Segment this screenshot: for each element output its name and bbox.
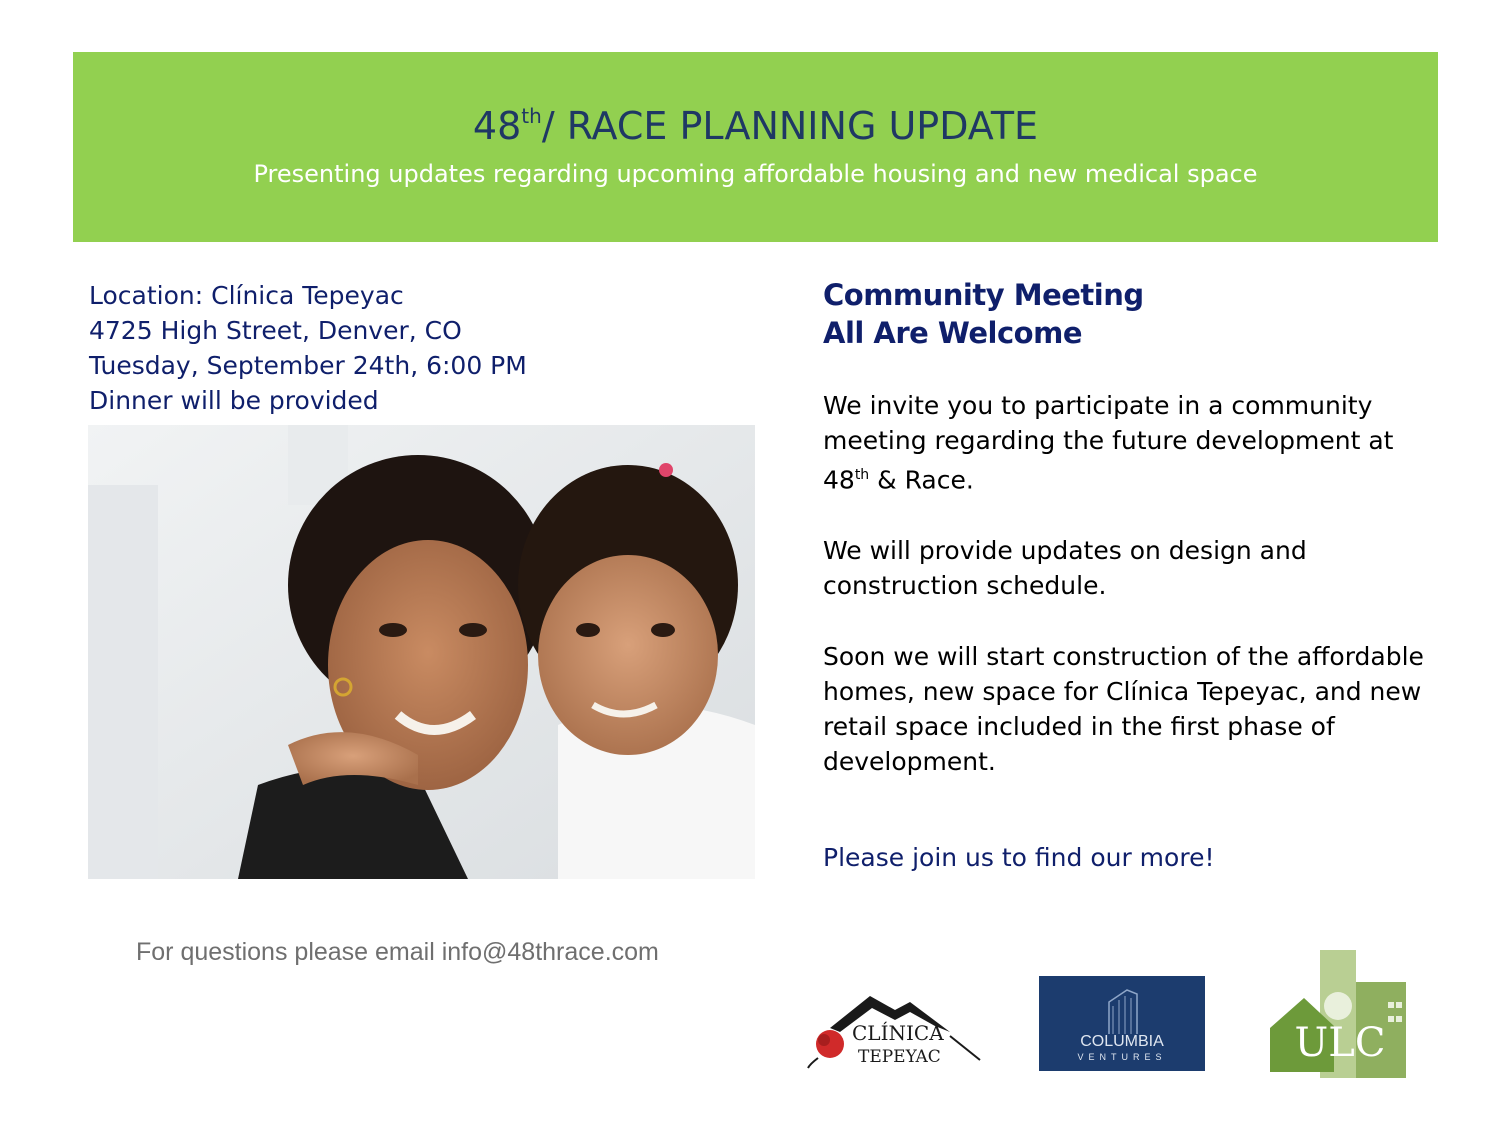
meeting-heading-line2: All Are Welcome	[823, 316, 1082, 350]
ulc-logo-text: ULC	[1294, 1020, 1386, 1066]
event-details	[89, 278, 749, 418]
event-datetime: Tuesday, September 24th, 6:00 PM	[89, 351, 527, 380]
page-title	[73, 104, 1438, 148]
columbia-logo-line1: COLUMBIA	[1080, 1033, 1164, 1050]
title-text: / RACE PLANNING UPDATE	[541, 104, 1039, 148]
event-address: 4725 High Street, Denver, CO	[89, 316, 462, 345]
title-banner	[73, 52, 1438, 242]
join-message: Please join us to find our more!	[823, 843, 1215, 872]
columbia-logo-line2: VENTURES	[1077, 1052, 1167, 1062]
event-dinner: Dinner will be provided	[89, 386, 379, 415]
clinica-tepeyac-logo	[800, 988, 990, 1070]
invite-text: We invite you to participate in a community meeting regarding the future development at 48	[823, 391, 1394, 495]
clinica-logo-line2: TEPEYAC	[858, 1047, 941, 1067]
title-superscript: th	[521, 104, 542, 129]
photo-mother-daughter	[88, 425, 755, 879]
contact-email: For questions please email info@48thrace.com	[136, 938, 659, 966]
meeting-heading	[823, 276, 1433, 352]
invite-text-end: & Race.	[869, 465, 974, 495]
ulc-logo	[1268, 948, 1408, 1080]
meeting-paragraph-construction: Soon we will start construction of the affordable homes, new space for Clínica Tepeyac, and new retail space included in the first phase of development.	[823, 642, 1424, 777]
meeting-paragraph-invite	[823, 388, 1433, 497]
meeting-info	[823, 276, 1433, 779]
title-number: 48	[472, 104, 522, 148]
clinica-logo-line1: CLÍNICA	[852, 1021, 944, 1045]
meeting-paragraph-updates: We will provide updates on design and construction schedule.	[823, 536, 1307, 601]
columbia-ventures-logo	[1039, 976, 1205, 1071]
page-subtitle: Presenting updates regarding upcoming affordable housing and new medical space	[253, 160, 1258, 188]
meeting-heading-line1: Community Meeting	[823, 278, 1144, 312]
event-location: Location: Clínica Tepeyac	[89, 281, 404, 310]
invite-superscript: th	[854, 467, 870, 483]
